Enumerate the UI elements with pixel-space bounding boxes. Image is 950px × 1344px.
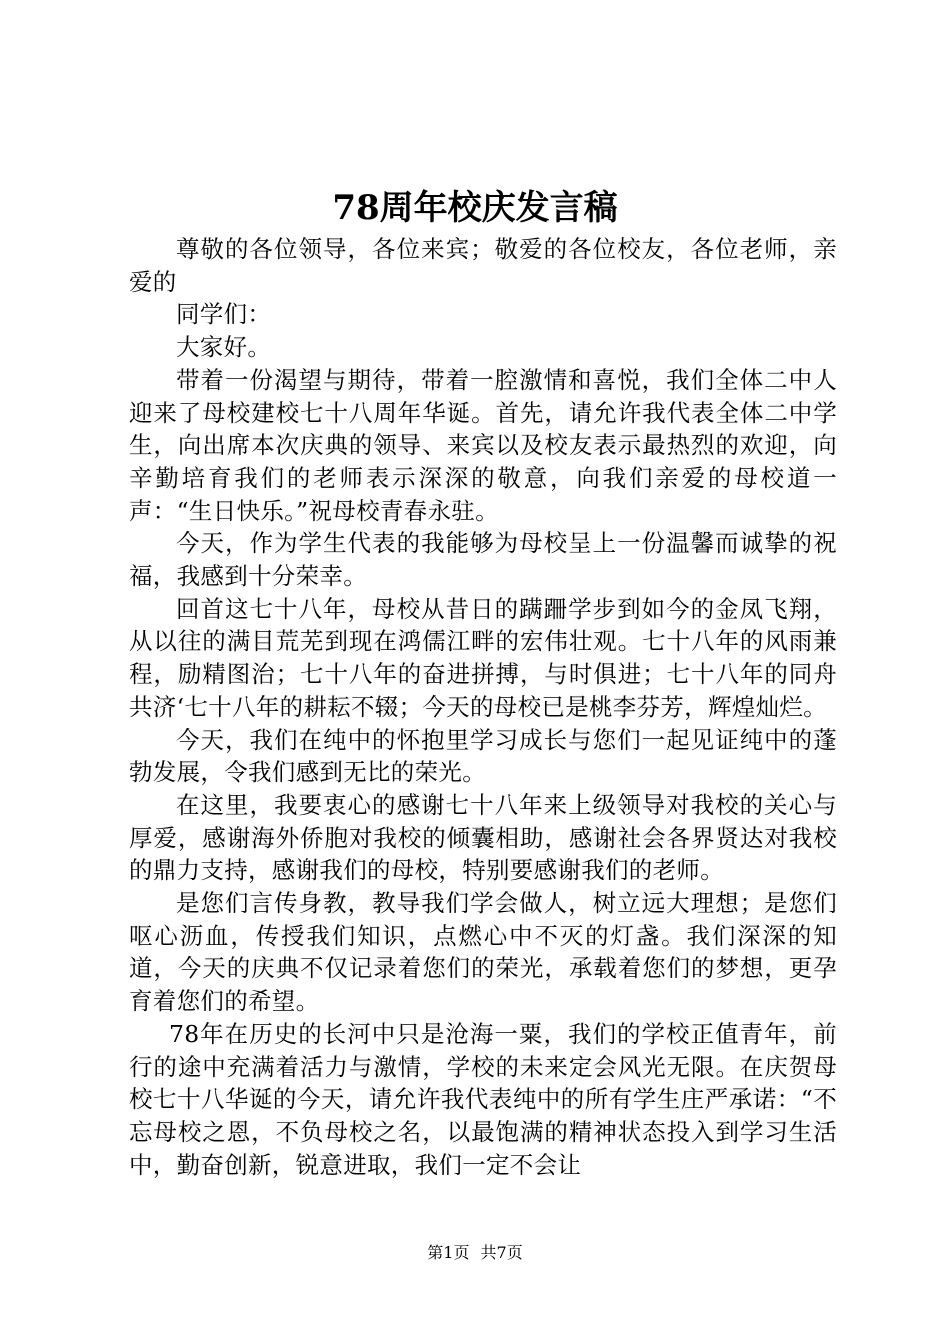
page-total: 共7页 [480,1243,523,1262]
greeting-paragraph: 大家好。 [176,333,272,362]
salutation-paragraph: 尊敬的各位领导，各位来宾；敬爱的各位校友，各位老师，亲爱的 [129,235,837,296]
body-paragraph: 带着一份渴望与期待，带着一腔激情和喜悦，我们全体二中人迎来了母校建校七十八周年华诞。首先，请允许我代表全体二中学生，向出席本次庆典的领导、来宾以及校友表示最热烈的欢迎，向辛勤培育我们的老师表示深深的敬意，向我们亲爱的母校道一声：“生日快乐。”祝母校青春永驻。 [129,365,837,525]
document-title: 78周年校庆发言稿 [332,188,618,228]
body-paragraph: 在这里，我要衷心的感谢七十八年来上级领导对我校的关心与厚爱，感谢海外侨胞对我校的倾囊相助，感谢社会各界贤达对我校的鼎力支持，感谢我们的母校，特别要感谢我们的老师。 [129,790,837,885]
body-paragraph: 78年在历史的长河中只是沧海一粟，我们的学校正值青年，前行的途中充满着活力与激情，学校的未来定会风光无限。在庆贺母校七十八华诞的今天，请允许我代表纯中的所有学生庄严承诺：“不忘母校之恩，不负母校之名，以最饱满的精神状态投入到学习生活中，勤奋创新，锐意进取，我们一定不会让 [129,1019,837,1179]
salutation-continuation: 同学们： [176,300,272,329]
document-body [129,233,837,1181]
body-paragraph: 今天，作为学生代表的我能够为母校呈上一份温馨而诚挚的祝福，我感到十分荣幸。 [129,529,837,591]
body-paragraph: 今天，我们在纯中的怀抱里学习成长与您们一起见证纯中的蓬勃发展，令我们感到无比的荣光。 [129,725,837,787]
page-number: 第1页 [427,1243,470,1262]
page-footer [0,1242,950,1264]
body-paragraph: 回首这七十八年，母校从昔日的蹒跚学步到如今的金凤飞翔，从以往的满目荒芜到现在鸿儒江畔的宏伟壮观。七十八年的风雨兼程，励精图治；七十八年的奋进拼搏，与时俱进；七十八年的同舟共济‘七十八年的耕耘不辍；今天的母校已是桃李芬芳，辉煌灿烂。 [129,594,837,721]
body-paragraph: 是您们言传身教，教导我们学会做人，树立远大理想；是您们呕心沥血，传授我们知识，点燃心中不灭的灯盏。我们深深的知道，今天的庆典不仅记录着您们的荣光，承载着您们的梦想，更孕育着您们的希望。 [129,889,837,1016]
